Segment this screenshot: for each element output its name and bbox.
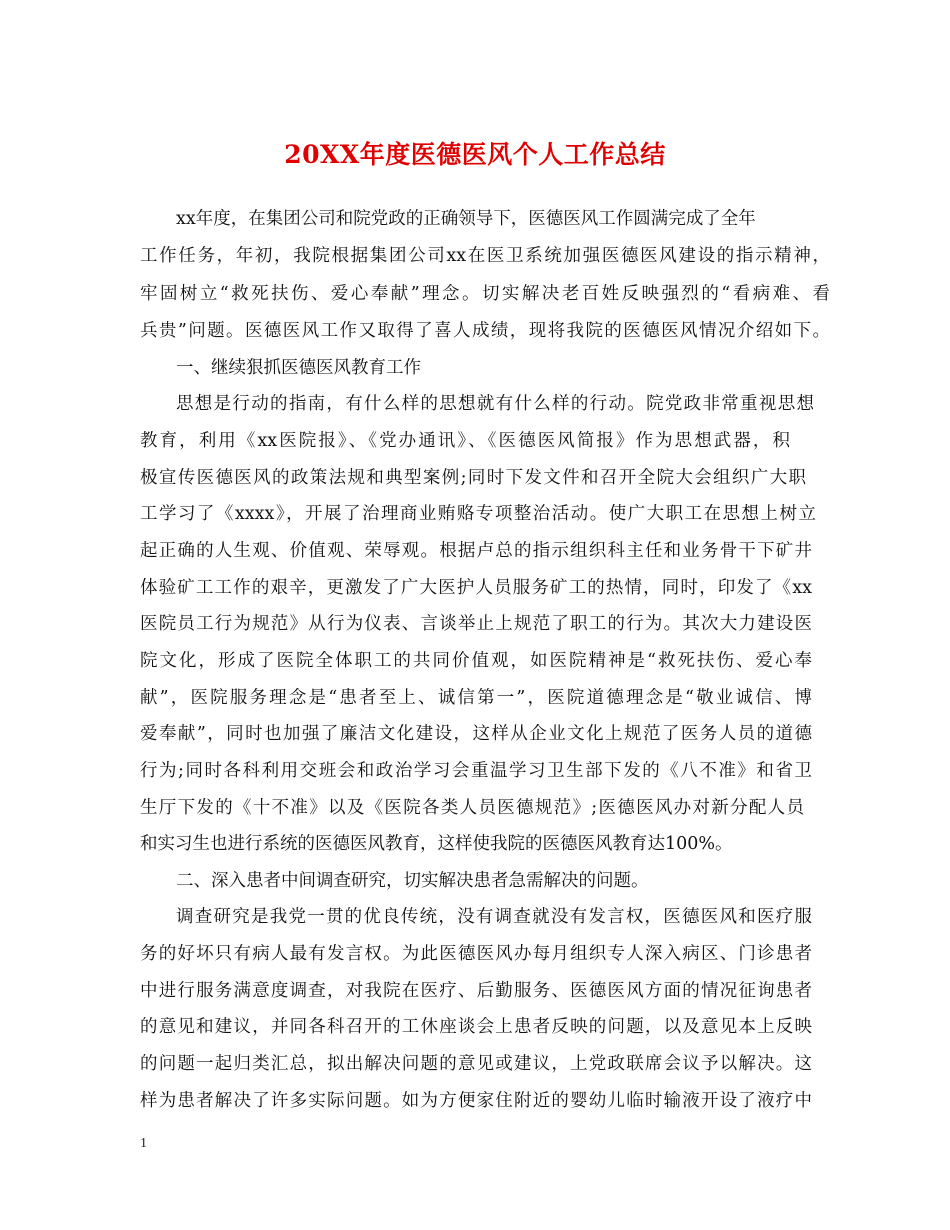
paragraph-line: 工学习了《xxxx》，开展了治理商业贿赂专项整治活动。使广大职工在思想上树立 xyxy=(140,504,816,524)
paragraph-line: 医院员工行为规范》从行为仪表、言谈举止上规范了职工的行为。其次大力建设医 xyxy=(140,614,812,634)
paragraph-line: xx年度，在集团公司和院党政的正确领导下，医德医风工作圆满完成了全年 xyxy=(176,209,756,229)
paragraph-line: 爱奉献”，同时也加强了廉洁文化建设，这样从企业文化上规范了医务人员的道德 xyxy=(140,724,812,744)
paragraph-line: 中进行服务满意度调查，对我院在医疗、后勤服务、医德医风方面的情况征询患者 xyxy=(140,981,812,1001)
paragraph-line: 教育，利用《xx医院报》、《党办通讯》、《医德医风简报》作为思想武器，积 xyxy=(140,431,790,451)
paragraph-line: 生厅下发的《十不准》以及《医院各类人员医德规范》;医德医风办对新分配人员 xyxy=(140,798,804,818)
paragraph-line: 调查研究是我党一贯的优良传统，没有调查就没有发言权，医德医风和医疗服 xyxy=(176,907,812,927)
section-heading: 二、深入患者中间调查研究，切实解决患者急需解决的问题。 xyxy=(176,871,649,891)
paragraph-line: 思想是行动的指南，有什么样的思想就有什么样的行动。院党政非常重视思想 xyxy=(176,394,814,414)
paragraph-line: 和实习生也进行系统的医德医风教育，这样使我院的医德医风教育达100%。 xyxy=(140,834,733,854)
paragraph-line: 务的好坏只有病人最有发言权。为此医德医风办每月组织专人深入病区、门诊患者 xyxy=(140,944,812,964)
paragraph-line: 的意见和建议，并同各科召开的工休座谈会上患者反映的问题，以及意见本上反映 xyxy=(140,1017,812,1037)
section-heading: 一、继续狠抓医德医风教育工作 xyxy=(176,358,421,378)
paragraph-line: 起正确的人生观、价值观、荣辱观。根据卢总的指示组织科主任和业务骨干下矿井 xyxy=(140,541,812,561)
paragraph-line: 的问题一起归类汇总，拟出解决问题的意见或建议，上党政联席会议予以解决。这 xyxy=(140,1054,812,1074)
document-title: 20XX年度医德医风个人工作总结 xyxy=(284,140,666,169)
paragraph-line: 兵贵”问题。医德医风工作又取得了喜人成绩，现将我院的医德医风情况介绍如下。 xyxy=(140,321,830,341)
paragraph-line: 献”，医院服务理念是“患者至上、诚信第一”，医院道德理念是“敬业诚信、博 xyxy=(140,688,812,708)
paragraph-line: 体验矿工工作的艰辛，更激发了广大医护人员服务矿工的热情，同时，印发了《xx xyxy=(140,578,812,598)
paragraph-line: 极宣传医德医风的政策法规和典型案例;同时下发文件和召开全院大会组织广大职 xyxy=(140,468,806,488)
paragraph-line: 院文化，形成了医院全体职工的共同价值观，如医院精神是“救死扶伤、爱心奉 xyxy=(140,651,812,671)
paragraph-line: 牢固树立“救死扶伤、爱心奉献”理念。切实解决老百姓反映强烈的“看病难、看 xyxy=(140,284,830,304)
page-number: 1 xyxy=(140,1136,147,1151)
paragraph-line: 行为;同时各科利用交班会和政治学习会重温学习卫生部下发的《八不准》和省卫 xyxy=(140,761,812,781)
paragraph-line: 工作任务，年初，我院根据集团公司xx在医卫系统加强医德医风建设的指示精神， xyxy=(140,246,830,266)
paragraph-line: 样为患者解决了许多实际问题。如为方便家住附近的婴幼儿临时输液开设了液疗中 xyxy=(140,1091,812,1111)
